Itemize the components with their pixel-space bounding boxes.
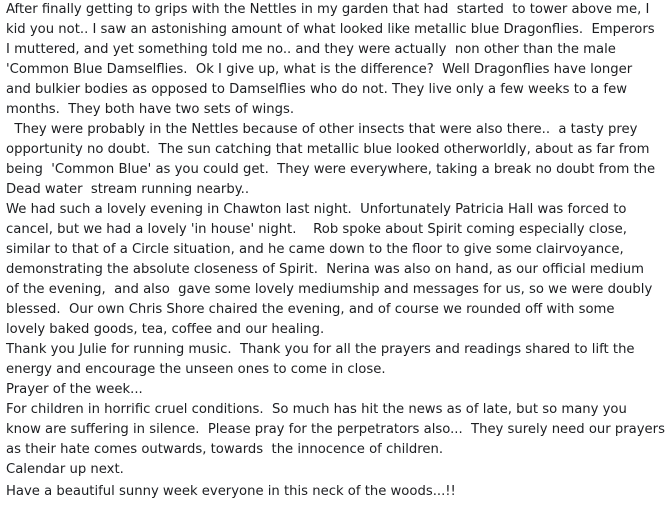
- text-line: demonstrating the absolute closeness of Spirit. Nerina was also on hand, as our official medium: [6, 262, 645, 277]
- text-line: Prayer of the week...: [6, 382, 143, 397]
- text-line: kid you not.. I saw an astonishing amount of what looked like metallic blue Dragonflies. Emperors: [6, 22, 655, 37]
- text-line: I muttered, and yet something told me no.. and they were actually non other than the male: [6, 42, 616, 57]
- text-line: months. They both have two sets of wings.: [6, 102, 295, 117]
- text-line: know are suffering in silence. Please pray for the perpetrators also... They surely need our prayers: [6, 422, 665, 437]
- text-line: opportunity no doubt. The sun catching that metallic blue looked otherworldly, about as far from: [6, 142, 650, 157]
- text-line: Calendar up next.: [6, 462, 124, 477]
- text-line: of the evening, and also gave some lovely mediumship and messages for us, so we were doubly: [6, 282, 653, 297]
- text-line: blessed. Our own Chris Shore chaired the evening, and of course we rounded off with some: [6, 302, 615, 317]
- text-line: similar to that of a Circle situation, and he came down to the floor to give some clairvoyance,: [6, 242, 624, 257]
- text-line: and bulkier bodies as opposed to Damselflies who do not. They live only a few weeks to a few: [6, 82, 627, 97]
- text-line: as their hate comes outwards, towards the innocence of children.: [6, 442, 444, 457]
- text-line: 'Common Blue Damselflies. Ok I give up, what is the difference? Well Dragonflies have longer: [6, 62, 633, 77]
- text-line: Thank you Julie for running music. Thank you for all the prayers and readings shared to lift the: [6, 342, 635, 357]
- text-line: We had such a lovely evening in Chawton last night. Unfortunately Patricia Hall was forced to: [6, 202, 627, 217]
- text-line: being 'Common Blue' as you could get. They were everywhere, taking a break no doubt from the: [6, 162, 656, 177]
- text-line: cancel, but we had a lovely 'in house' night. Rob spoke about Spirit coming especially close,: [6, 222, 627, 237]
- closing-line: Have a beautiful sunny week everyone in this neck of the woods...!!: [6, 484, 456, 499]
- text-line: They were probably in the Nettles because of other insects that were also there.. a tasty prey: [6, 122, 638, 137]
- text-line: energy and encourage the unseen ones to come in close.: [6, 362, 386, 377]
- text-line: Dead water stream running nearby..: [6, 182, 250, 197]
- post-text: [6, 0, 667, 480]
- text-line: lovely baked goods, tea, coffee and our healing.: [6, 322, 325, 337]
- text-line: For children in horrific cruel conditions. So much has hit the news as of late, but so many you: [6, 402, 627, 417]
- text-line: After finally getting to grips with the Nettles in my garden that had started to tower above me, I: [6, 2, 650, 17]
